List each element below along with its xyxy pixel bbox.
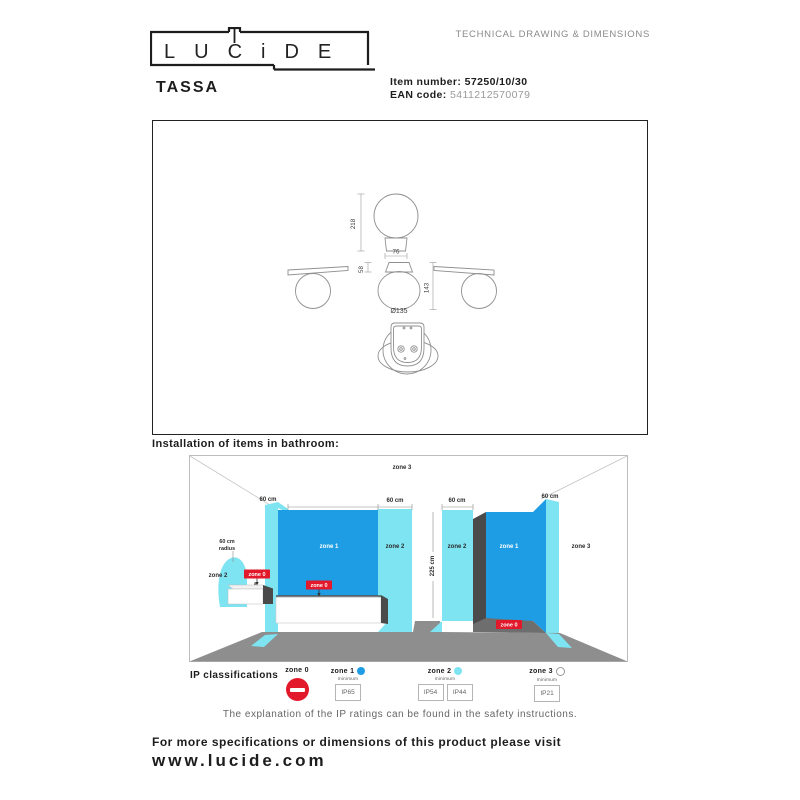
label-zone3-wall: zone 3 xyxy=(571,544,591,550)
view-front-ball xyxy=(378,272,420,310)
label-zone2-basin: zone 2 xyxy=(208,573,228,579)
ip65-rating-box: IP65 xyxy=(335,684,361,701)
zone1-shower-corner xyxy=(533,499,546,633)
ip-legend-zone3 xyxy=(524,667,570,702)
ip44-rating-box: IP44 xyxy=(447,684,473,701)
ip-legend-zone0 xyxy=(276,667,318,701)
zone3-color-dot xyxy=(556,667,565,676)
minimum-label: minimum xyxy=(536,677,558,682)
view-left-ball xyxy=(296,274,331,309)
ip-zone3-label: zone 3 xyxy=(529,668,553,675)
dimension-labels xyxy=(350,218,431,315)
dim-base-width: 76 xyxy=(392,248,400,256)
ip54-rating-box: IP54 xyxy=(418,684,444,701)
dim-body-height: 143 xyxy=(423,282,431,294)
label-radius-word: radius xyxy=(218,546,236,552)
no-entry-icon xyxy=(286,678,309,701)
label-zone1-shower: zone 1 xyxy=(499,544,519,550)
zone2-color-dot xyxy=(454,667,462,675)
label-zone1-tub: zone 1 xyxy=(319,544,339,550)
zone0-badge-shower xyxy=(496,620,522,629)
item-number-label: Item number: xyxy=(390,76,462,88)
minimum-label: minimum xyxy=(337,676,359,681)
minimum-label: minimum xyxy=(434,676,456,681)
view-side-ball xyxy=(374,194,418,238)
dim-diameter: Ø135 xyxy=(390,308,408,315)
bathroom-section-title: Installation of items in bathroom: xyxy=(152,438,340,450)
footer-website: www.lucide.com xyxy=(152,751,327,770)
item-number-value: 57250/10/30 xyxy=(464,76,528,88)
view-left-arm xyxy=(288,267,348,276)
item-number-row xyxy=(390,76,530,89)
lamp-technical-drawing xyxy=(153,121,647,434)
label-zone2-tub: zone 2 xyxy=(385,544,405,550)
view-right-arm xyxy=(434,267,494,276)
view-front-cap xyxy=(386,263,413,273)
ip-zone0-label: zone 0 xyxy=(285,667,309,674)
bathroom-zones-diagram xyxy=(189,455,628,662)
logo-text: LUCiDE xyxy=(164,41,351,63)
ean-row xyxy=(390,89,530,102)
technical-drawing-panel xyxy=(152,120,648,435)
lucide-logo xyxy=(150,27,378,73)
dim-cap-height: 58 xyxy=(358,266,365,273)
ean-value: 5411212570079 xyxy=(450,89,531,101)
ean-label: EAN code: xyxy=(390,89,447,101)
view-bottom-plate xyxy=(391,323,424,366)
zone2-shower-strip xyxy=(442,510,473,621)
label-60cm-shower: 60 cm xyxy=(448,498,466,504)
zone1-color-dot xyxy=(357,667,365,675)
zone2-right-corner-strip xyxy=(546,499,559,634)
bathtub-side xyxy=(381,595,388,624)
product-name: TASSA xyxy=(156,79,220,96)
ip-classifications-title: IP classifications xyxy=(190,670,279,681)
document-type-title: TECHNICAL DRAWING & DIMENSIONS xyxy=(455,29,650,40)
zone0-badge-basin-label: zone 0 xyxy=(248,572,266,578)
view-right-ball xyxy=(462,274,497,309)
label-225cm: 225 cm xyxy=(430,555,436,577)
dim-total-height: 218 xyxy=(350,218,357,230)
ip-legend-zone1 xyxy=(326,667,370,701)
ip-zone1-label: zone 1 xyxy=(330,667,355,675)
product-identifiers xyxy=(390,76,530,102)
zone0-badge-shower-label: zone 0 xyxy=(500,622,518,629)
shower-panel xyxy=(473,512,486,626)
zone1-shower-wall xyxy=(486,512,533,621)
label-zone2-shower: zone 2 xyxy=(447,544,467,550)
footer-text: For more specifications or dimensions of this product please visit xyxy=(152,735,562,749)
ip-legend-zone2 xyxy=(416,667,474,701)
ip21-rating-box: IP21 xyxy=(534,685,560,702)
bathtub-front xyxy=(276,598,381,624)
label-zone3-ceiling: zone 3 xyxy=(392,465,412,471)
lamp-views xyxy=(288,194,497,374)
label-60cm-left: 60 cm xyxy=(259,497,277,503)
washbasin-front xyxy=(228,589,263,604)
ip-ratings-note: The explanation of the IP ratings can be found in the safety instructions. xyxy=(222,709,578,720)
label-60cm-right: 60 cm xyxy=(541,494,559,500)
washbasin-top xyxy=(228,585,268,589)
label-radius-value: 60 cm xyxy=(219,539,235,545)
label-60cm-tub: 60 cm xyxy=(386,498,404,504)
ip-zone2-label: zone 2 xyxy=(427,667,452,675)
zone0-badge-bathtub-label: zone 0 xyxy=(310,583,328,589)
